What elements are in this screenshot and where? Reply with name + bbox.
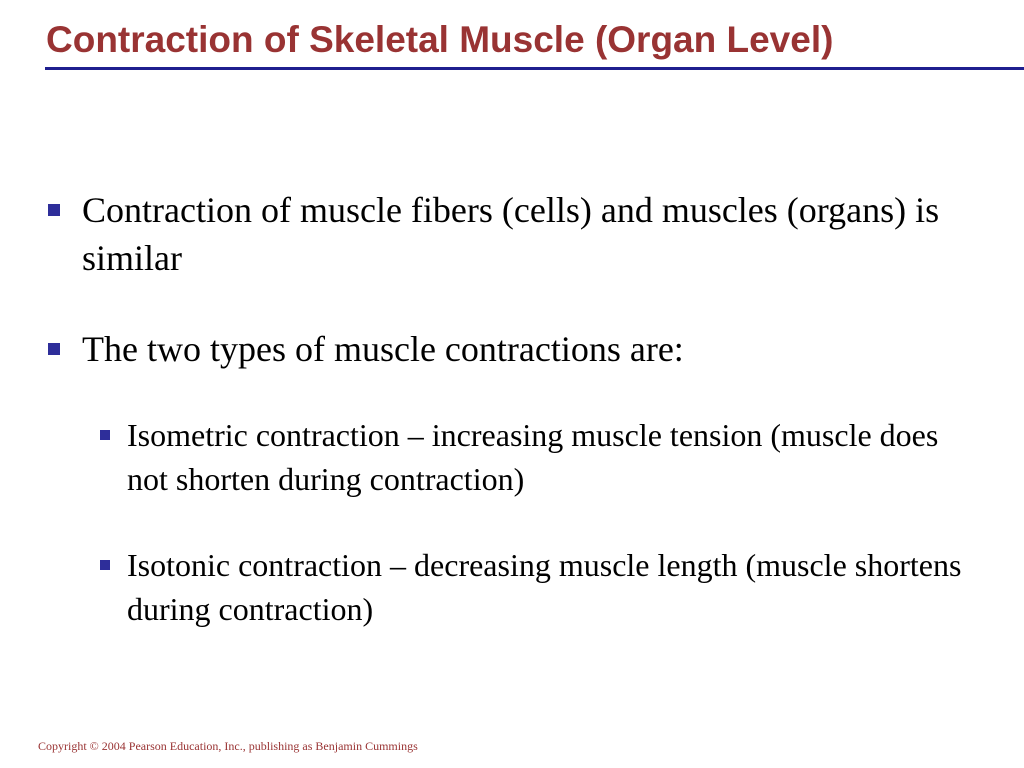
bullet-item: [82, 186, 982, 282]
sub-bullet-text: Isometric contraction – increasing muscle tension (muscle does not shorten during contraction): [127, 417, 939, 497]
sub-bullet-item: [127, 413, 987, 501]
square-bullet-icon: [100, 560, 110, 570]
bullet-item: [82, 325, 982, 373]
sub-bullet-text: Isotonic contraction – decreasing muscle length (muscle shortens during contraction): [127, 547, 962, 627]
square-bullet-icon: [48, 343, 60, 355]
slide-title: Contraction of Skeletal Muscle (Organ Level): [46, 19, 834, 60]
bullet-text: Contraction of muscle fibers (cells) and muscles (organs) is similar: [82, 190, 940, 278]
sub-bullet-item: [127, 543, 987, 631]
bullet-text: The two types of muscle contractions are:: [82, 329, 684, 369]
title-divider: [45, 67, 1024, 70]
copyright-footer: Copyright © 2004 Pearson Education, Inc., publishing as Benjamin Cummings: [38, 739, 418, 753]
square-bullet-icon: [48, 204, 60, 216]
square-bullet-icon: [100, 430, 110, 440]
